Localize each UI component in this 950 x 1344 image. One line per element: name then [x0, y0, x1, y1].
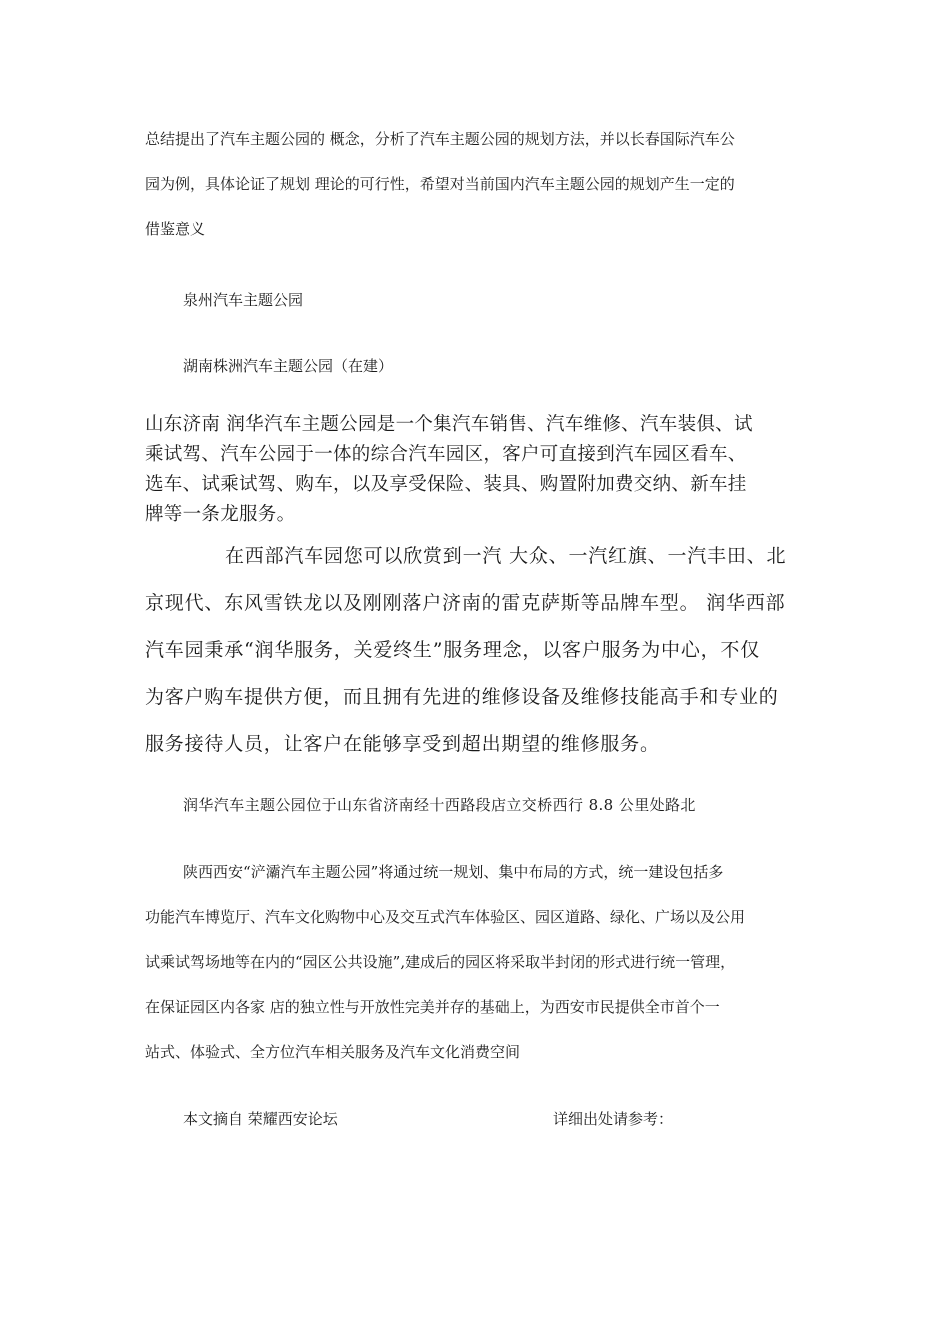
western-line-4: 为客户购车提供方便，而且拥有先进的维修设备及维修技能高手和专业的 [145, 686, 779, 708]
zhuzhou-text: 湖南株洲汽车主题公园（在建） [183, 357, 394, 375]
jinan-line-2: 乘试驾、汽车公园于一体的综合汽车园区，客户可直接到汽车园区看车、 [145, 444, 747, 465]
intro-line-2: 园为例，具体论证了规划 理论的可行性，希望对当前国内汽车主题公园的规划产生一定的 [145, 175, 735, 193]
xian-paragraph [145, 861, 810, 1061]
quanzhou-text: 泉州汽车主题公园 [183, 291, 304, 309]
source-left-text: 本文摘自 荣耀西安论坛 [183, 1110, 338, 1128]
jinan-line-1: 山东济南 润华汽车主题公园是一个集汽车销售、汽车维修、汽车装俱、试 [145, 414, 753, 435]
jinan-paragraph [145, 410, 810, 530]
western-line-1: 在西部汽车园您可以欣赏到一汽 大众、一汽红旗、一汽丰田、北 [225, 545, 787, 567]
intro-paragraph [145, 128, 810, 238]
jinan-line-3: 选车、试乘试驾、购车，以及享受保险、装具、购置附加费交纳、新车挂 [145, 474, 747, 495]
western-paragraph [145, 541, 810, 761]
xian-line-4: 在保证园区内各家 店的独立性与开放性完美并存的基础上，为西安市民提供全市首个一 [145, 998, 720, 1016]
xian-line-3: 试乘试驾场地等在内的“园区公共设施”,建成后的园区将采取半封闭的形式进行统一管理， [145, 953, 736, 971]
western-line-5: 服务接待人员，让客户在能够享受到超出期望的维修服务。 [145, 733, 660, 755]
source-right-text: 详细出处请参考： [553, 1110, 674, 1128]
western-line-2: 京现代、东风雪铁龙以及刚刚落户济南的雷克萨斯等品牌车型。 润华西部 [145, 592, 786, 614]
intro-line-3: 借鉴意义 [145, 220, 206, 238]
xian-line-2: 功能汽车博览厅、汽车文化购物中心及交互式汽车体验区、园区道路、绿化、广场以及公用 [145, 908, 746, 926]
location-text: 润华汽车主题公园位于山东省济南经十西路段店立交桥西行 8.8 公里处路北 [183, 796, 696, 814]
western-line-3: 汽车园秉承“润华服务，关爱终生”服务理念，以客户服务为中心，不仅 [145, 639, 761, 661]
xian-line-1: 陕西西安“浐灞汽车主题公园”将通过统一规划、集中布局的方式，统一建设包括多 [183, 863, 724, 881]
xian-line-5: 站式、体验式、全方位汽车相关服务及汽车文化消费空间 [145, 1043, 521, 1061]
source-line [183, 1108, 783, 1132]
intro-line-1: 总结提出了汽车主题公园的 概念，分析了汽车主题公园的规划方法，并以长春国际汽车公 [145, 130, 735, 148]
jinan-line-4: 牌等一条龙服务。 [145, 504, 296, 525]
